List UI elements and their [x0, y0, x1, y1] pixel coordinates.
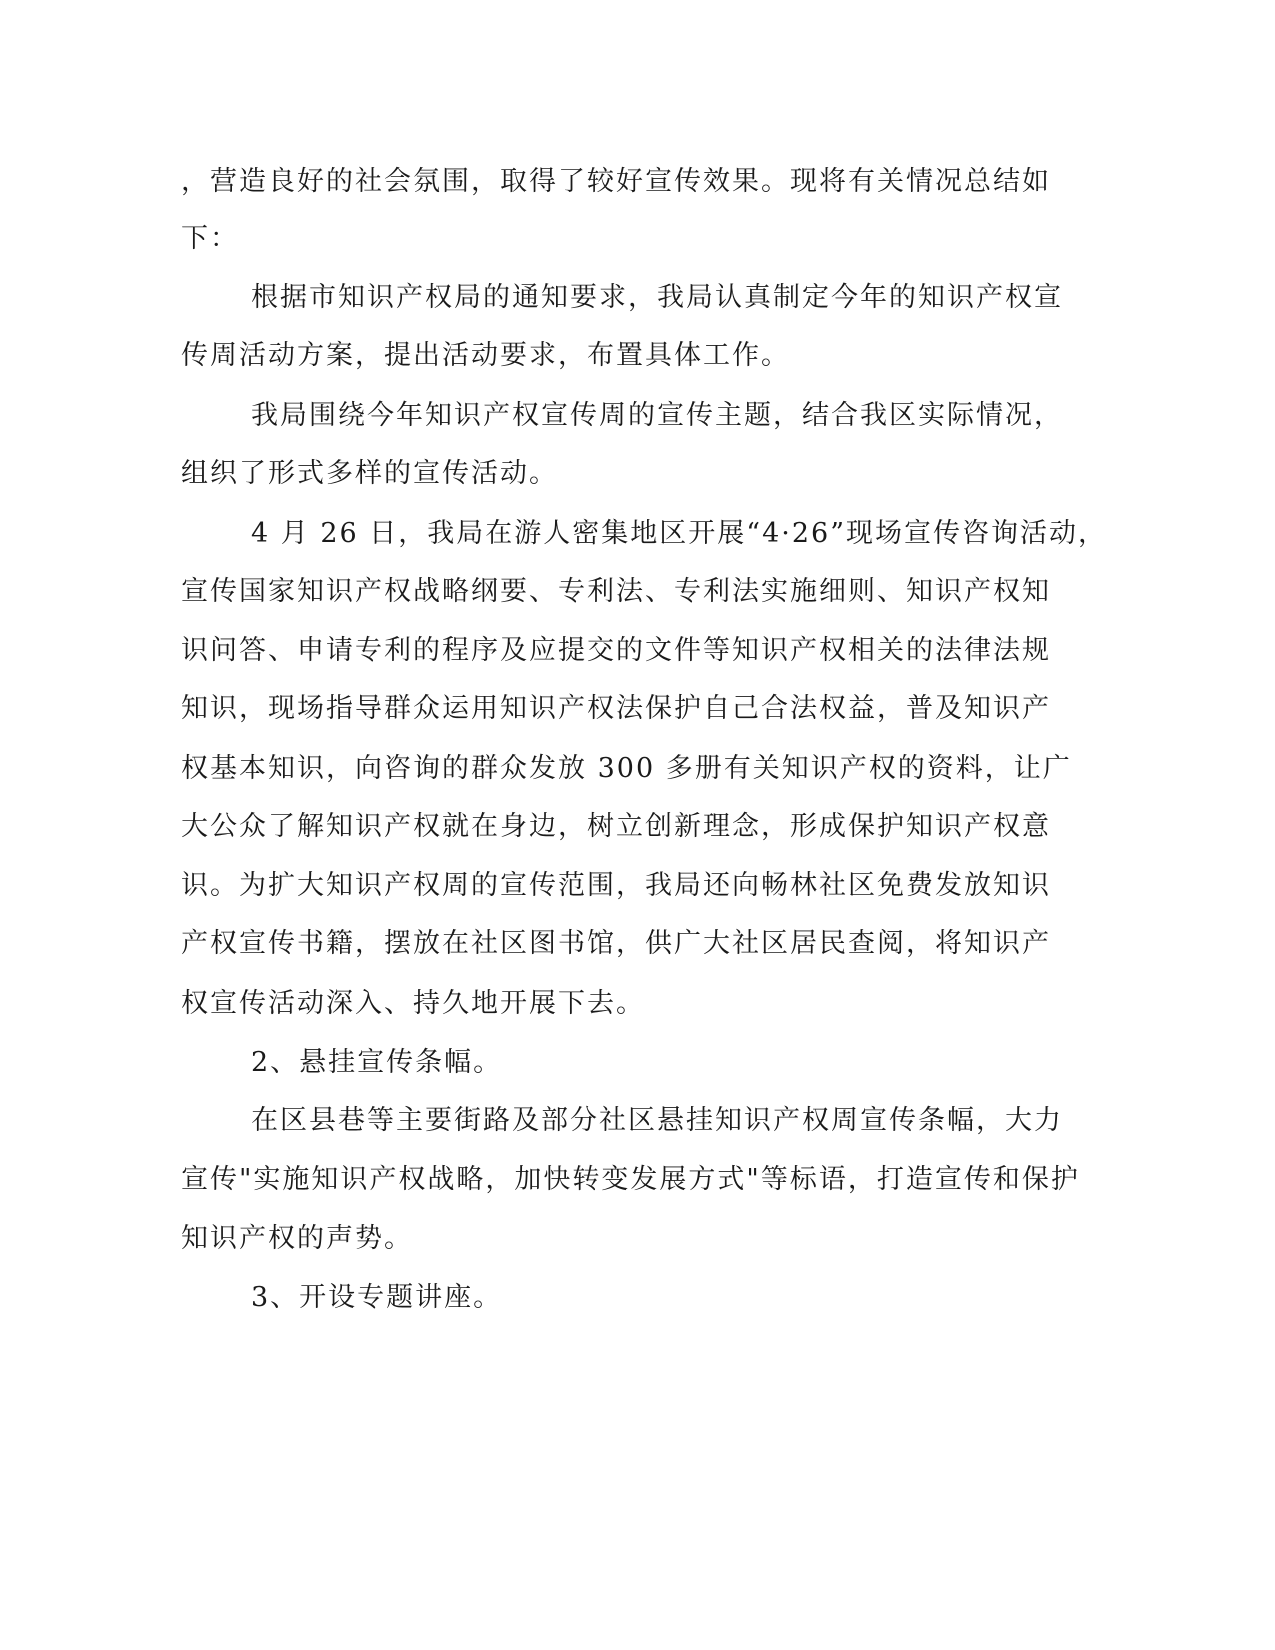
- text-line: 产权宣传书籍，摆放在社区图书馆，供广大社区居民查阅，将知识产: [181, 928, 1051, 959]
- paragraph-first-line: 根据市知识产权局的通知要求，我局认真制定今年的知识产权宣: [251, 282, 1063, 313]
- text-line: 知识产权的声势。: [181, 1223, 413, 1254]
- text-line: 组织了形式多样的宣传活动。: [181, 458, 558, 489]
- text-line: 宣传"实施知识产权战略，加快转变发展方式"等标语，打造宣传和保护: [181, 1164, 1080, 1195]
- paragraph-first-line: 在区县巷等主要街路及部分社区悬挂知识产权周宣传条幅，大力: [251, 1105, 1063, 1136]
- text-line: 下：: [181, 223, 239, 254]
- section-heading: 2、悬挂宣传条幅。: [251, 1047, 503, 1078]
- text-line: 识问答、申请专利的程序及应提交的文件等知识产权相关的法律法规: [181, 635, 1051, 666]
- text-line: 传周活动方案，提出活动要求，布置具体工作。: [181, 340, 790, 371]
- text-line: 权宣传活动深入、持久地开展下去。: [181, 988, 645, 1019]
- text-line: 知识，现场指导群众运用知识产权法保护自己合法权益，普及知识产: [181, 693, 1051, 724]
- text-line: 宣传国家知识产权战略纲要、专利法、专利法实施细则、知识产权知: [181, 576, 1051, 607]
- paragraph-first-line: 4 月 26 日，我局在游人密集地区开展“4·26”现场宣传咨询活动，: [251, 518, 1108, 549]
- paragraph-first-line: 我局围绕今年知识产权宣传周的宣传主题，结合我区实际情况，: [251, 400, 1063, 431]
- text-line: 大公众了解知识产权就在身边，树立创新理念，形成保护知识产权意: [181, 811, 1051, 842]
- text-line: 识。为扩大知识产权周的宣传范围，我局还向畅林社区免费发放知识: [181, 870, 1051, 901]
- section-heading: 3、开设专题讲座。: [251, 1282, 503, 1313]
- text-line: ，营造良好的社会氛围，取得了较好宣传效果。现将有关情况总结如: [181, 166, 1051, 197]
- text-line: 权基本知识，向咨询的群众发放 300 多册有关知识产权的资料，让广: [181, 753, 1072, 784]
